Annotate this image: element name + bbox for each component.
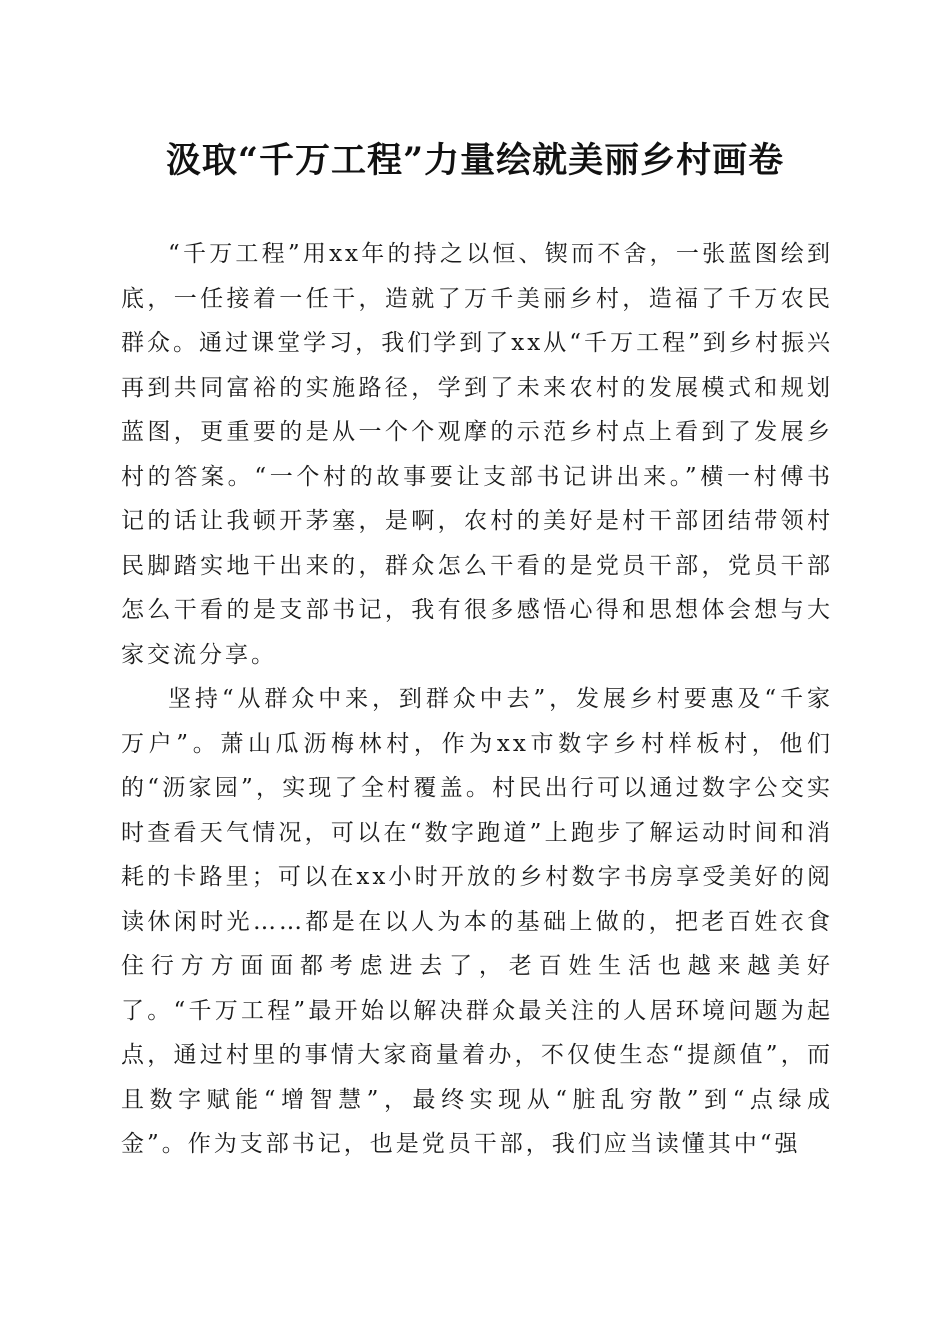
paragraph-1: “千万工程”用xx年的持之以恒、锲而不舍，一张蓝图绘到底，一任接着一任干，造就了万千美丽乡村，造福了千万农民群众。通过课堂学习，我们学到了xx从“千万工程”到乡村振兴再到共同富裕的实施路径，学到了未来农村的发展模式和规划蓝图，更重要的是从一个个观摩的示范乡村点上看到了发展乡村的答案。“一个村的故事要让支部书记讲出来。”横一村傅书记的话让我顿开茅塞，是啊，农村的美好是村干部团结带领村民脚踏实地干出来的，群众怎么干看的是党员干部，党员干部怎么干看的是支部书记，我有很多感悟心得和思想体会想与大家交流分享。 [121, 241, 833, 668]
document-body [121, 232, 833, 1167]
document-title: 汲取“千万工程”力量绘就美丽乡村画卷 [165, 140, 785, 181]
paragraph-2: 坚持“从群众中来，到群众中去”，发展乡村要惠及“千家万户”。萧山瓜沥梅林村，作为xx市数字乡村样板村，他们的“沥家园”，实现了全村覆盖。村民出行可以通过数字公交实时查看天气情况，可以在“数字跑道”上跑步了解运动时间和消耗的卡路里；可以在xx小时开放的乡村数字书房享受美好的阅读休闲时光……都是在以人为本的基础上做的，把老百姓衣食住行方方面面都考虑进去了，老百姓生活也越来越美好了。“千万工程”最开始以解决群众最关注的人居环境问题为起点，通过村里的事情大家商量着办，不仅使生态“提颜值”，而且数字赋能“增智慧”，最终实现从“脏乱穷散”到“点绿成金”。作为支部书记，也是党员干部，我们应当读懂其中“强 [121, 686, 833, 1157]
